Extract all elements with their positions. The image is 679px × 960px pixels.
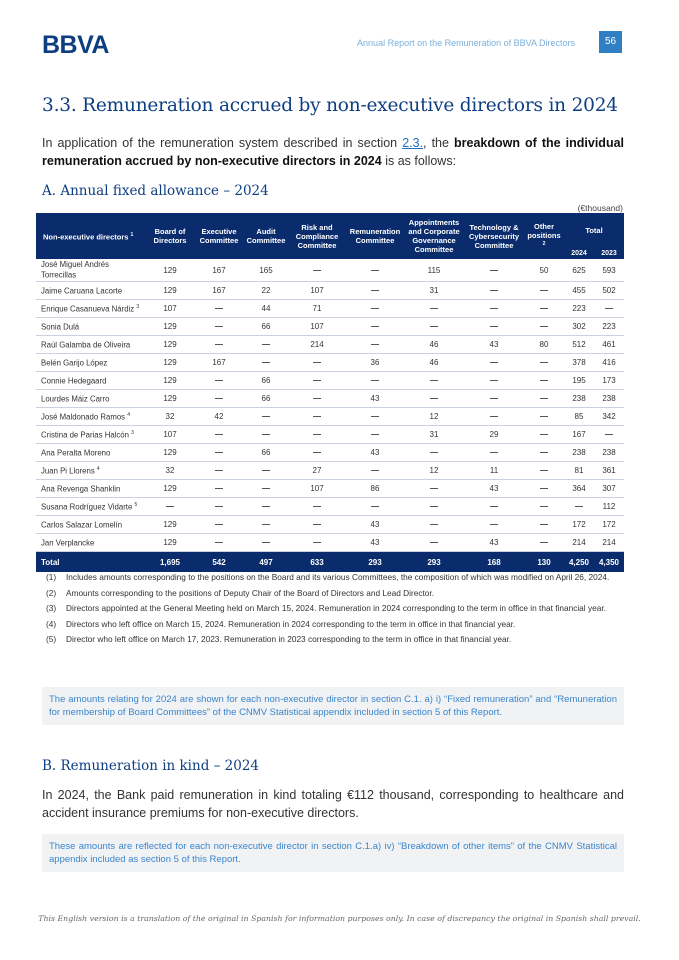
table-cell: 364 — [564, 480, 594, 498]
table-cell: 129 — [146, 336, 194, 354]
table-cell: 129 — [146, 259, 194, 282]
table-cell: 195 — [564, 372, 594, 390]
remuneration-table — [36, 213, 624, 572]
svg-text:BBVA: BBVA — [42, 32, 109, 56]
table-cell: 238 — [564, 444, 594, 462]
table-cell: 378 — [564, 354, 594, 372]
bbva-logo — [42, 32, 120, 56]
footnote-number: (3) — [46, 603, 57, 613]
director-name: Raúl Galamba de Oliveira — [36, 336, 146, 354]
table-cell: 71 — [288, 300, 346, 318]
intro-text: In application of the remuneration system described in section — [42, 136, 403, 150]
table-cell: 12 — [404, 462, 464, 480]
total-cell: 293 — [404, 552, 464, 573]
table-cell: — — [524, 408, 564, 426]
total-cell: 542 — [194, 552, 244, 573]
table-cell: — — [288, 426, 346, 444]
table-row — [36, 462, 624, 480]
table-cell: 43 — [464, 480, 524, 498]
table-cell: 85 — [564, 408, 594, 426]
table-cell: — — [194, 390, 244, 408]
table-cell: 86 — [346, 480, 404, 498]
table-cell: — — [346, 300, 404, 318]
total-cell: 4,250 — [564, 552, 594, 573]
table-cell: — — [194, 318, 244, 336]
table-cell: — — [346, 318, 404, 336]
table-cell: — — [194, 372, 244, 390]
director-name: José Miguel Andrés Torrecillas — [36, 259, 146, 282]
table-cell: 107 — [146, 300, 194, 318]
table-cell: 43 — [346, 534, 404, 552]
table-cell: 66 — [244, 318, 288, 336]
table-cell: — — [194, 498, 244, 516]
table-cell: 625 — [564, 259, 594, 282]
table-cell: — — [464, 498, 524, 516]
table-cell: 43 — [464, 336, 524, 354]
table-cell: 214 — [288, 336, 346, 354]
footnote-number: (5) — [46, 634, 57, 644]
table-row — [36, 318, 624, 336]
col-header-audit: Audit Committee — [244, 213, 288, 259]
table-cell: — — [404, 516, 464, 534]
table-cell: 129 — [146, 480, 194, 498]
table-cell: — — [244, 534, 288, 552]
table-cell: 31 — [404, 426, 464, 444]
table-cell: 80 — [524, 336, 564, 354]
table-cell: 43 — [346, 444, 404, 462]
table-cell: 50 — [524, 259, 564, 282]
table-cell: — — [524, 282, 564, 300]
table-cell: 42 — [194, 408, 244, 426]
table-cell: — — [404, 318, 464, 336]
table-cell: — — [524, 516, 564, 534]
table-cell: — — [464, 300, 524, 318]
report-title: Annual Report on the Remuneration of BBVA Directors — [357, 38, 575, 48]
table-cell: 107 — [288, 282, 346, 300]
col-header-2024: 2024 — [564, 247, 594, 259]
table-cell: 81 — [564, 462, 594, 480]
table-cell: — — [346, 408, 404, 426]
footnote-number: (1) — [46, 572, 57, 582]
table-cell: — — [244, 498, 288, 516]
table-cell: — — [524, 318, 564, 336]
table-cell: 302 — [564, 318, 594, 336]
table-body — [36, 259, 624, 552]
table-row — [36, 300, 624, 318]
total-cell: 293 — [346, 552, 404, 573]
total-label: Total — [36, 552, 146, 573]
table-cell: 214 — [564, 534, 594, 552]
table-cell: — — [194, 444, 244, 462]
footnote-number: (4) — [46, 618, 57, 629]
table-cell: — — [194, 462, 244, 480]
table-row — [36, 444, 624, 462]
footer-disclaimer: This English version is a translation of the original in Spanish for information purposes only. In case of discrepancy the original in Spanish shall prevail. — [38, 914, 641, 923]
table-cell: — — [404, 300, 464, 318]
col-header-other: Other positions $^2$ — [524, 213, 564, 259]
table-cell: — — [288, 498, 346, 516]
intro-paragraph — [42, 134, 624, 170]
table-cell: 107 — [288, 318, 346, 336]
table-cell: — — [524, 390, 564, 408]
table-cell: 129 — [146, 282, 194, 300]
footnote-text: Director who left office on March 17, 2023. Remuneration in 2023 corresponding to the term in office in that financial year. — [66, 634, 512, 644]
director-name: Ana Revenga Shanklin — [36, 480, 146, 498]
table-cell: 46 — [404, 354, 464, 372]
unit-label: (€thousand) — [577, 203, 623, 213]
subsection-a-title: A. Annual fixed allowance – 2024 — [42, 183, 269, 199]
footnote — [46, 634, 624, 646]
table-cell: — — [524, 300, 564, 318]
table-cell: 29 — [464, 426, 524, 444]
table-cell: 66 — [244, 372, 288, 390]
director-name: Cristina de Parias Halcón $^3$ — [36, 426, 146, 444]
table-cell: 36 — [346, 354, 404, 372]
table-cell: 223 — [594, 318, 624, 336]
total-cell: 633 — [288, 552, 346, 573]
intro-text: , the — [423, 136, 454, 150]
table-cell: — — [288, 390, 346, 408]
table-cell: 173 — [594, 372, 624, 390]
total-cell: 497 — [244, 552, 288, 573]
table-cell: 43 — [346, 516, 404, 534]
col-header-appointments: Appointments and Corporate Governance Committee — [404, 213, 464, 259]
table-row — [36, 336, 624, 354]
table-cell: 129 — [146, 354, 194, 372]
table-cell: 129 — [146, 534, 194, 552]
footnotes — [46, 572, 624, 650]
table-cell: — — [524, 444, 564, 462]
total-cell: 1,695 — [146, 552, 194, 573]
table-cell: 167 — [564, 426, 594, 444]
table-cell: — — [524, 480, 564, 498]
table-cell: — — [594, 300, 624, 318]
table-cell: 172 — [594, 516, 624, 534]
paragraph-in-kind: In 2024, the Bank paid remuneration in kind totaling €112 thousand, corresponding to healthcare and accident insurance premiums for non-executive directors. — [42, 788, 624, 820]
table-cell: — — [288, 259, 346, 282]
table-cell: 129 — [146, 372, 194, 390]
director-name: Sonia Dulá — [36, 318, 146, 336]
table-cell: 107 — [288, 480, 346, 498]
table-row — [36, 372, 624, 390]
table-cell: — — [194, 426, 244, 444]
table-cell: 129 — [146, 318, 194, 336]
table-row — [36, 390, 624, 408]
table-cell: 342 — [594, 408, 624, 426]
footnote-text: Amounts corresponding to the positions of Deputy Chair of the Board of Directors and Lead Director. — [66, 587, 435, 598]
table-row — [36, 480, 624, 498]
table-cell: 129 — [146, 390, 194, 408]
table-cell: — — [194, 480, 244, 498]
table-cell: — — [288, 372, 346, 390]
table-cell: 223 — [564, 300, 594, 318]
table-cell: — — [524, 534, 564, 552]
footnote-text: Includes amounts corresponding to the positions on the Board and its various Committees, the composition of which was modified on April 26, 2024. — [66, 572, 610, 582]
table-cell: — — [244, 408, 288, 426]
table-cell: — — [524, 462, 564, 480]
table-cell: 167 — [194, 354, 244, 372]
table-cell: — — [346, 462, 404, 480]
table-row — [36, 534, 624, 552]
table-cell: — — [244, 426, 288, 444]
table-cell: — — [194, 336, 244, 354]
table-cell: 238 — [594, 444, 624, 462]
col-header-risk: Risk and Compliance Committee — [288, 213, 346, 259]
table-cell: — — [464, 282, 524, 300]
table-cell: 27 — [288, 462, 346, 480]
table-cell: — — [346, 498, 404, 516]
col-header-remuneration: Remuneration Committee — [346, 213, 404, 259]
table-cell: — — [346, 259, 404, 282]
table-cell: 172 — [564, 516, 594, 534]
table-cell: 43 — [346, 390, 404, 408]
footnote — [46, 572, 624, 584]
table-cell: — — [146, 498, 194, 516]
table-cell: 502 — [594, 282, 624, 300]
director-name: José Maldonado Ramos $^4$ — [36, 408, 146, 426]
table-cell: 165 — [244, 259, 288, 282]
table-cell: — — [464, 354, 524, 372]
table-cell: 32 — [146, 408, 194, 426]
table-cell: — — [244, 516, 288, 534]
director-name: Susana Rodríguez Vidarte $^5$ — [36, 498, 146, 516]
section-link[interactable]: 2.3. — [402, 136, 424, 150]
table-row — [36, 498, 624, 516]
footnote — [46, 619, 624, 631]
intro-bold: breakdown of the individual remuneration accrued by non-executive directors in 2024 — [42, 136, 625, 168]
table-cell: 238 — [594, 390, 624, 408]
col-header-executive: Executive Committee — [194, 213, 244, 259]
table-cell: — — [524, 354, 564, 372]
page-number: 56 — [599, 31, 622, 53]
table-cell: 22 — [244, 282, 288, 300]
table-cell: — — [464, 318, 524, 336]
table-cell: — — [346, 372, 404, 390]
table-cell: — — [464, 390, 524, 408]
table-cell: 214 — [594, 534, 624, 552]
total-cell: 168 — [464, 552, 524, 573]
table-cell: — — [288, 408, 346, 426]
col-header-technology: Technology & Cybersecurity Committee — [464, 213, 524, 259]
table-cell: 455 — [564, 282, 594, 300]
footnote-text: Directors who left office on March 15, 2024. Remuneration in 2024 corresponding to the term in office in that financial year. — [66, 618, 516, 629]
table-cell: — — [194, 300, 244, 318]
table-cell: — — [404, 390, 464, 408]
section-title: 3.3. Remuneration accrued by non-executive directors in 2024 — [42, 95, 618, 116]
intro-text: is as follows: — [381, 154, 457, 168]
table-cell: — — [464, 444, 524, 462]
col-header-2023: 2023 — [594, 247, 624, 259]
table-cell: — — [346, 282, 404, 300]
footnote — [46, 588, 624, 600]
table-cell: 461 — [594, 336, 624, 354]
table-cell: — — [244, 336, 288, 354]
total-cell: 130 — [524, 552, 564, 573]
director-name: Belén Garijo López — [36, 354, 146, 372]
table-cell: — — [244, 462, 288, 480]
table-cell: 361 — [594, 462, 624, 480]
table-cell: 416 — [594, 354, 624, 372]
table-cell: 31 — [404, 282, 464, 300]
director-name: Juan Pi Llorens $^4$ — [36, 462, 146, 480]
table-cell: 66 — [244, 390, 288, 408]
footnote-number: (2) — [46, 587, 57, 598]
table-cell: — — [464, 259, 524, 282]
table-cell: — — [404, 498, 464, 516]
col-header-board: Board of Directors — [146, 213, 194, 259]
table-cell: 129 — [146, 444, 194, 462]
table-cell: 307 — [594, 480, 624, 498]
table-cell: — — [404, 480, 464, 498]
table-cell: — — [404, 534, 464, 552]
table-cell: — — [194, 516, 244, 534]
table-row — [36, 259, 624, 282]
table-cell: — — [288, 534, 346, 552]
info-box-in-kind: These amounts are reflected for each non-executive director in section C.1.a) iv) “Breakdown of other items” of the CNMV Statistical appendix included as section 5 of this Report. — [42, 834, 624, 872]
info-box-fixed: The amounts relating for 2024 are shown for each non-executive director in section C.1. a) i) “Fixed remuneration” and “Remuneration for membership of Board Committees” of the CNMV Statistical appendix included in section 5 of this Report. — [42, 687, 624, 725]
table-cell: — — [524, 372, 564, 390]
col-header-total: Total — [564, 213, 624, 247]
total-row — [36, 552, 624, 573]
table-cell: — — [288, 444, 346, 462]
table-row — [36, 426, 624, 444]
table-cell: — — [524, 426, 564, 444]
table-cell: — — [524, 498, 564, 516]
table-cell: 167 — [194, 259, 244, 282]
table-row — [36, 516, 624, 534]
director-name: Jaime Caruana Lacorte — [36, 282, 146, 300]
table-row — [36, 282, 624, 300]
table-cell: — — [194, 534, 244, 552]
table-cell: — — [346, 336, 404, 354]
table-cell: — — [404, 372, 464, 390]
footnote-text: Directors appointed at the General Meeting held on March 15, 2024. Remuneration in 2024 corresponding to the term in office in that financial year. — [66, 603, 606, 613]
subsection-b-title: B. Remuneration in kind – 2024 — [42, 758, 260, 774]
table-cell: — — [464, 516, 524, 534]
table-cell: 238 — [564, 390, 594, 408]
table-cell: — — [464, 408, 524, 426]
table-cell: 107 — [146, 426, 194, 444]
director-name: Carlos Salazar Lomelín — [36, 516, 146, 534]
table-cell: — — [288, 354, 346, 372]
table-row — [36, 354, 624, 372]
table-cell: 32 — [146, 462, 194, 480]
table-cell: — — [346, 426, 404, 444]
table-cell: 512 — [564, 336, 594, 354]
table-cell: 112 — [594, 498, 624, 516]
table-cell: — — [464, 372, 524, 390]
table-cell: 129 — [146, 516, 194, 534]
table-cell: — — [244, 480, 288, 498]
director-name: Enrique Casanueva Nárdiz $^3$ — [36, 300, 146, 318]
table-cell: — — [564, 498, 594, 516]
director-name: Ana Peralta Moreno — [36, 444, 146, 462]
total-cell: 4,350 — [594, 552, 624, 573]
table-cell: — — [404, 444, 464, 462]
table-cell: — — [244, 354, 288, 372]
table-cell: 44 — [244, 300, 288, 318]
table-cell: 12 — [404, 408, 464, 426]
director-name: Connie Hedegaard — [36, 372, 146, 390]
footnote — [46, 603, 624, 615]
table-cell: 46 — [404, 336, 464, 354]
col-header-name: Non-executive directors $^1$ — [36, 213, 146, 259]
table-row — [36, 408, 624, 426]
table-cell: 167 — [194, 282, 244, 300]
director-name: Jan Verplancke — [36, 534, 146, 552]
table-cell: 115 — [404, 259, 464, 282]
table-cell: 43 — [464, 534, 524, 552]
director-name: Lourdes Máiz Carro — [36, 390, 146, 408]
table-cell: — — [288, 516, 346, 534]
table-cell: 11 — [464, 462, 524, 480]
table-cell: — — [594, 426, 624, 444]
table-cell: 593 — [594, 259, 624, 282]
table-cell: 66 — [244, 444, 288, 462]
